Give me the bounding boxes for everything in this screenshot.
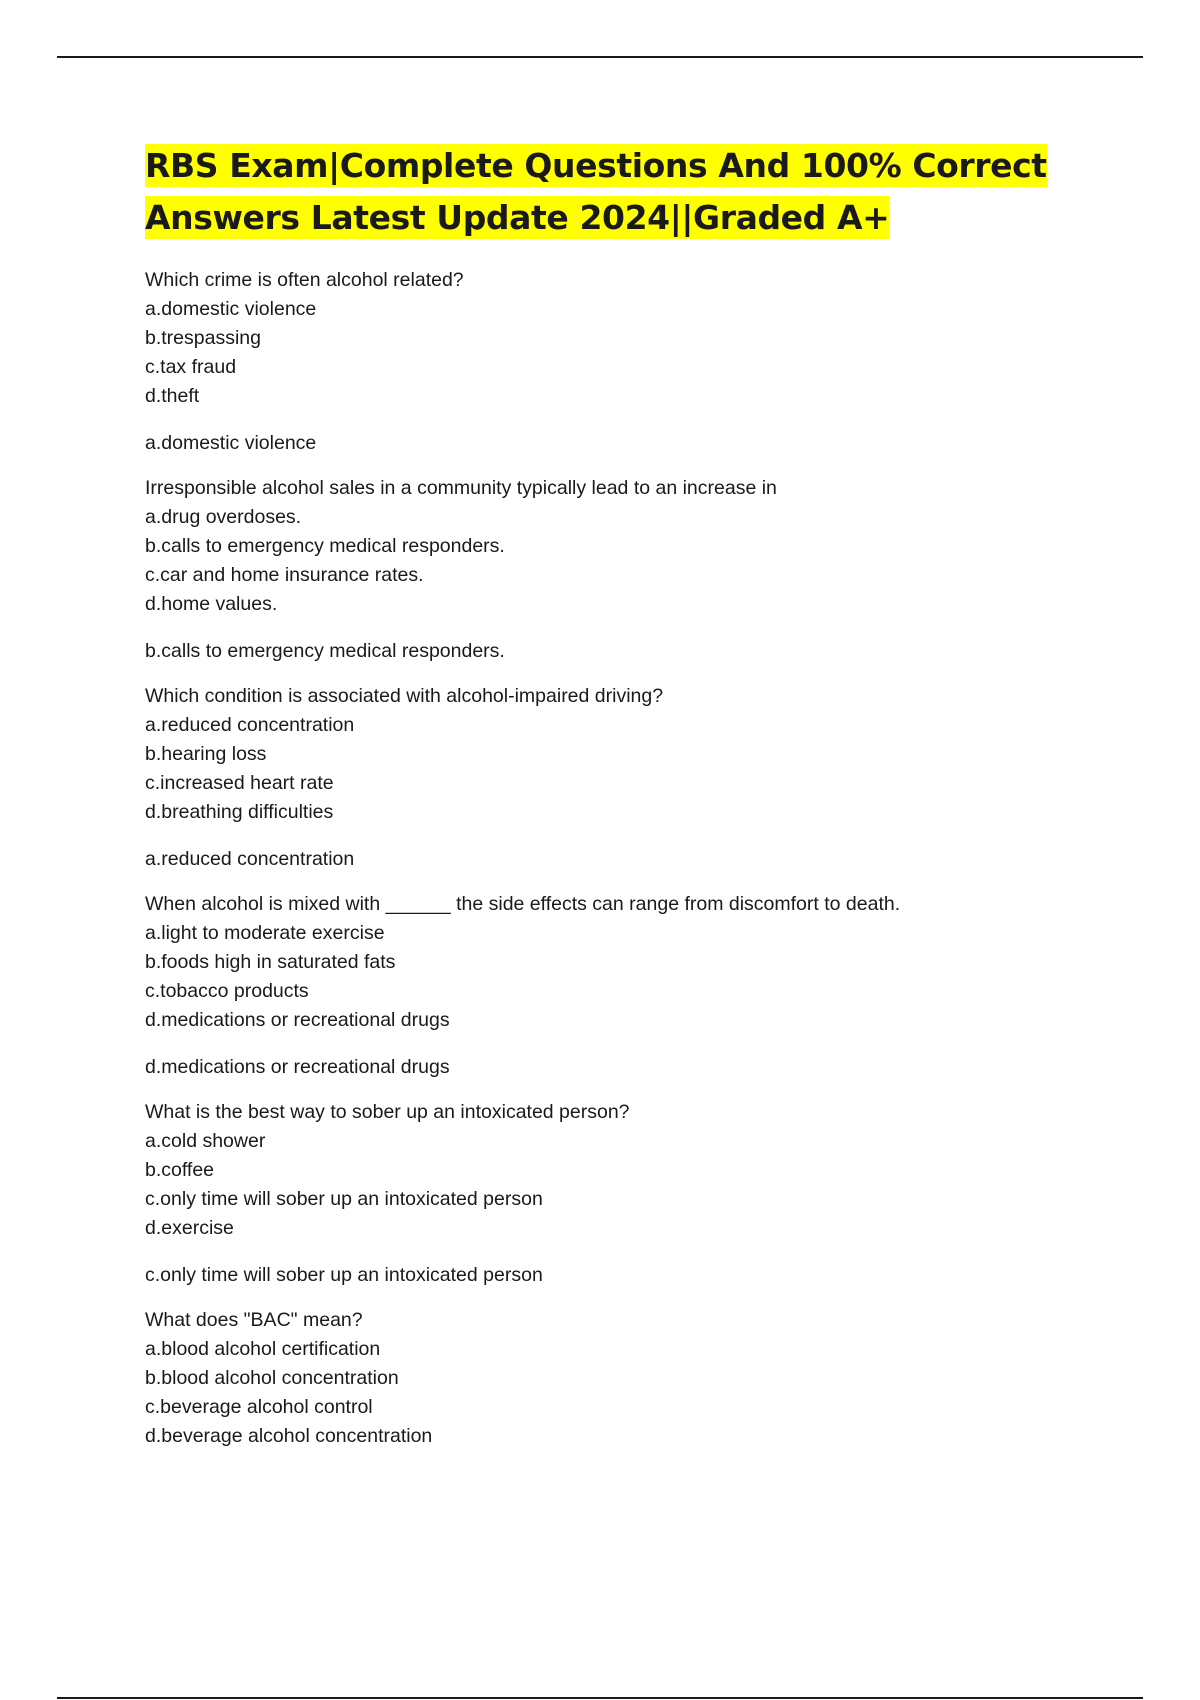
option-a: a.cold shower [145, 1130, 266, 1152]
question-block-1 [145, 266, 1085, 458]
option-b: b.hearing loss [145, 743, 267, 765]
option-c: c.beverage alcohol control [145, 1396, 373, 1418]
option-c: c.tax fraud [145, 356, 237, 378]
option-a: a.blood alcohol certification [145, 1338, 381, 1360]
question-text: Which crime is often alcohol related? [145, 269, 464, 291]
option-d: d.beverage alcohol concentration [145, 1425, 433, 1447]
option-c: c.car and home insurance rates. [145, 564, 424, 586]
document-title [145, 140, 1085, 244]
question-block-4 [145, 890, 1085, 1082]
option-d: d.theft [145, 385, 200, 407]
option-b: b.blood alcohol concentration [145, 1367, 399, 1389]
question-block-2 [145, 474, 1085, 666]
option-a: a.drug overdoses. [145, 506, 302, 528]
answer-text: d.medications or recreational drugs [145, 1056, 450, 1078]
option-a: a.light to moderate exercise [145, 922, 385, 944]
question-text: When alcohol is mixed with ______ the side effects can range from discomfort to death. [145, 893, 901, 915]
option-c: c.increased heart rate [145, 772, 334, 794]
question-text: What is the best way to sober up an intoxicated person? [145, 1101, 630, 1123]
question-text: What does "BAC" mean? [145, 1309, 363, 1331]
answer-text: a.reduced concentration [145, 848, 355, 870]
question-text: Which condition is associated with alcohol-impaired driving? [145, 685, 664, 707]
option-a: a.reduced concentration [145, 714, 355, 736]
option-c: c.only time will sober up an intoxicated person [145, 1188, 543, 1210]
option-d: d.medications or recreational drugs [145, 1009, 450, 1031]
question-block-6 [145, 1306, 1085, 1451]
option-d: d.exercise [145, 1217, 234, 1239]
answer-text: c.only time will sober up an intoxicated person [145, 1264, 543, 1286]
question-text: Irresponsible alcohol sales in a community typically lead to an increase in [145, 477, 777, 499]
title-line-2: Answers Latest Update 2024||Graded A+ [145, 198, 890, 237]
header-rule [57, 56, 1143, 58]
option-b: b.foods high in saturated fats [145, 951, 396, 973]
question-block-3 [145, 682, 1085, 874]
option-c: c.tobacco products [145, 980, 309, 1002]
option-b: b.trespassing [145, 327, 261, 349]
option-d: d.home values. [145, 593, 278, 615]
option-b: b.calls to emergency medical responders. [145, 535, 505, 557]
question-block-5 [145, 1098, 1085, 1290]
option-d: d.breathing difficulties [145, 801, 334, 823]
option-b: b.coffee [145, 1159, 215, 1181]
footer-rule [57, 1697, 1143, 1699]
title-line-1: RBS Exam|Complete Questions And 100% Correct [145, 146, 1047, 185]
answer-text: a.domestic violence [145, 432, 317, 454]
document-body [145, 140, 1085, 1469]
option-a: a.domestic violence [145, 298, 317, 320]
answer-text: b.calls to emergency medical responders. [145, 640, 505, 662]
